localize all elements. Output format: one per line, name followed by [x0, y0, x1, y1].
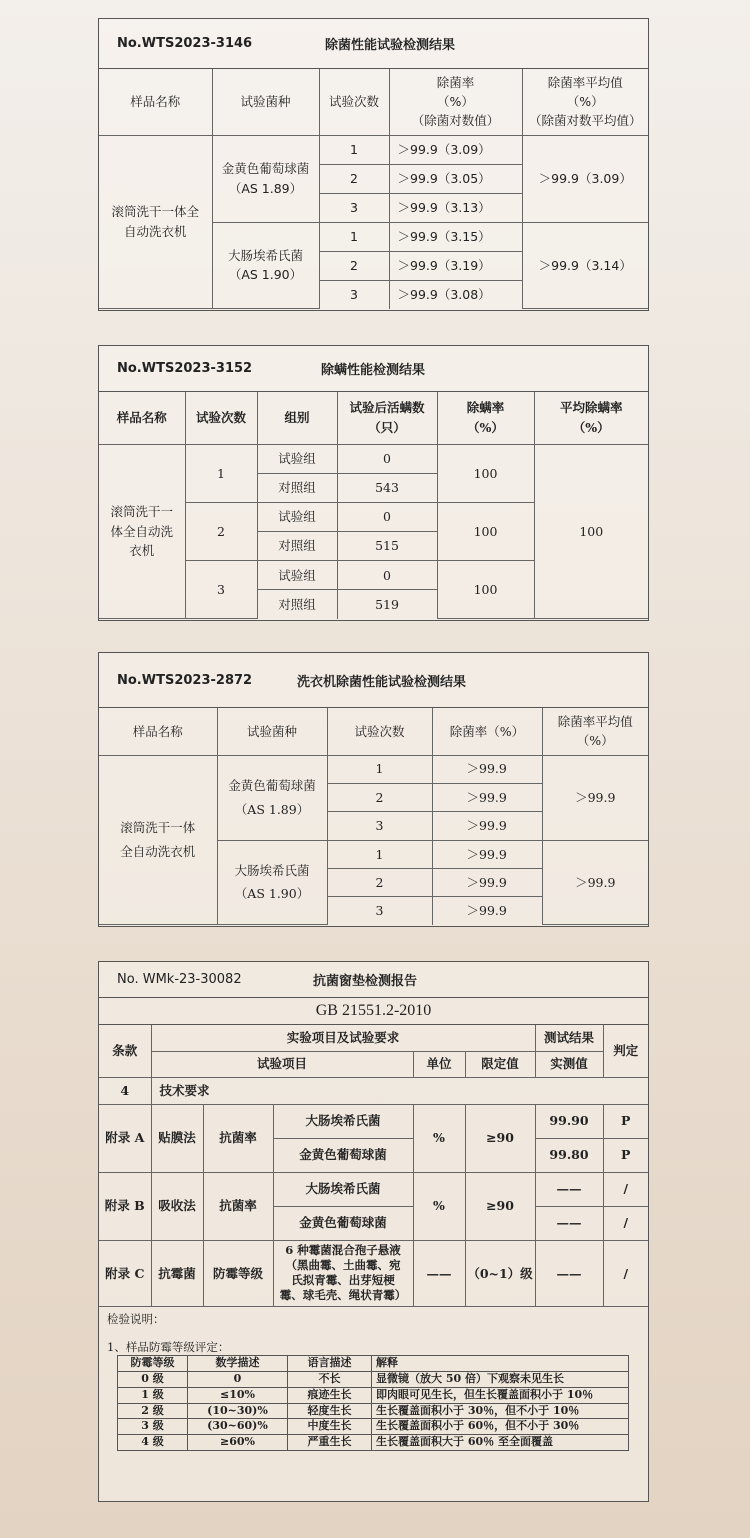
judge: /	[603, 1172, 648, 1206]
col-header-rate: 除菌率 （%） （除菌对数值）	[389, 69, 522, 135]
results-table	[99, 708, 648, 925]
trial-number: 1	[319, 222, 389, 251]
group-label: 对照组	[257, 473, 337, 502]
notes-section	[99, 1306, 648, 1451]
measured: 99.80	[535, 1138, 603, 1172]
rate-value: ＞99.9（3.05）	[389, 164, 522, 193]
test-table	[99, 1025, 648, 1306]
col-header-times: 试验次数	[327, 708, 432, 755]
unit: ——	[413, 1240, 465, 1306]
strain-cell: 大肠埃希氏菌 （AS 1.90）	[212, 222, 319, 308]
alive-count: 543	[337, 473, 437, 502]
item: 抗菌率	[203, 1172, 273, 1240]
col-header-unit: 单位	[413, 1051, 465, 1077]
sample-name: 滚筒洗干一 体全自动洗 衣机	[99, 444, 185, 619]
strain: 金黄色葡萄球菌	[273, 1206, 413, 1240]
trial-number: 3	[319, 280, 389, 308]
item: 抗菌率	[203, 1104, 273, 1172]
appendix-name: 附录 C	[99, 1240, 151, 1306]
mite-rate: 100	[437, 444, 534, 502]
mite-rate: 100	[437, 561, 534, 619]
trial-number: 2	[327, 783, 432, 811]
report-title: 抗菌窗垫检测报告	[313, 974, 418, 989]
rate-value: ＞99.9	[432, 783, 542, 811]
col-header-limit: 限定值	[465, 1051, 535, 1077]
col-header-items: 实验项目及试验要求	[151, 1025, 535, 1051]
grade-col-header: 解释	[372, 1356, 629, 1372]
report-header	[99, 19, 648, 69]
rate-value: ＞99.9	[432, 755, 542, 783]
col-header-times: 试验次数	[319, 69, 389, 135]
measured: ——	[535, 1206, 603, 1240]
alive-count: 0	[337, 502, 437, 531]
rate-value: ＞99.9（3.08）	[389, 280, 522, 308]
notes-title: 检验说明：	[107, 1312, 165, 1326]
limit: ≥90	[465, 1172, 535, 1240]
group-label: 对照组	[257, 590, 337, 619]
col-header-item: 试验项目	[151, 1051, 413, 1077]
measured: 99.90	[535, 1104, 603, 1138]
avg-value: ＞99.9（3.09）	[522, 135, 648, 222]
trial-number: 3	[319, 193, 389, 222]
mold-grade-table	[117, 1355, 629, 1451]
col-header-sample: 样品名称	[99, 69, 212, 135]
sample-name: 滚筒洗干一体 全自动洗衣机	[99, 755, 217, 925]
col-header-clause: 条款	[99, 1025, 151, 1077]
col-header-result: 测试结果	[535, 1025, 603, 1051]
judge: P	[603, 1104, 648, 1138]
trial-number: 3	[185, 561, 257, 619]
col-header-rate: 除菌率（%）	[432, 708, 542, 755]
group-label: 试验组	[257, 502, 337, 531]
grade-row: 0 级 0 不长 显微镜（放大 50 倍）下观察未见生长	[118, 1371, 629, 1387]
report-header	[99, 346, 648, 392]
col-header-judge: 判定	[603, 1025, 648, 1077]
alive-count: 519	[337, 590, 437, 619]
grade-row: 3 级 (30~60)% 中度生长 生长覆盖面积小于 60％，但不小于 30％	[118, 1419, 629, 1435]
avg-rate: 100	[534, 444, 648, 619]
trial-number: 3	[327, 897, 432, 925]
grade-col-header: 语言描述	[288, 1356, 372, 1372]
report-header	[99, 962, 648, 998]
trial-number: 1	[185, 444, 257, 502]
report-title: 洗衣机除菌性能试验检测结果	[297, 674, 467, 690]
col-header-times: 试验次数	[185, 392, 257, 444]
trial-number: 2	[185, 502, 257, 560]
report-title: 除菌性能试验检测结果	[325, 38, 456, 53]
rate-value: ＞99.9（3.15）	[389, 222, 522, 251]
trial-number: 2	[319, 251, 389, 280]
unit: %	[413, 1172, 465, 1240]
report-title: 除螨性能检测结果	[321, 363, 426, 378]
trial-number: 2	[327, 868, 432, 896]
avg-value: ＞99.9	[542, 755, 648, 840]
unit: %	[413, 1104, 465, 1172]
grade-row: 2 级 (10~30)% 轻度生长 生长覆盖面积小于 30％，但不小于 10％	[118, 1403, 629, 1419]
group-label: 对照组	[257, 532, 337, 561]
method: 贴膜法	[151, 1104, 203, 1172]
group-label: 试验组	[257, 444, 337, 473]
limit: ≥90	[465, 1104, 535, 1172]
method: 抗霉菌	[151, 1240, 203, 1306]
grade-col-header: 防霉等级	[118, 1356, 188, 1372]
report-number: No.WTS2023-3152	[117, 361, 253, 376]
grade-col-header: 数学描述	[188, 1356, 288, 1372]
grade-row: 4 级 ≥60% 严重生长 生长覆盖面积大于 60％ 至全面覆盖	[118, 1435, 629, 1451]
col-header-rate: 除螨率 （%）	[437, 392, 534, 444]
sample-name: 滚筒洗干一体全 自动洗衣机	[99, 135, 212, 309]
col-header-sample: 样品名称	[99, 708, 217, 755]
alive-count: 0	[337, 444, 437, 473]
col-header-avg: 除菌率平均值 （%）	[542, 708, 648, 755]
strain: 金黄色葡萄球菌	[273, 1138, 413, 1172]
trial-number: 1	[319, 135, 389, 164]
notes-item-1: 1、样品防霉等级评定：	[107, 1340, 230, 1354]
trial-number: 3	[327, 812, 432, 840]
judge: /	[603, 1206, 648, 1240]
item: 防霉等级	[203, 1240, 273, 1306]
report-sterilization-3146	[98, 18, 649, 311]
method: 吸收法	[151, 1172, 203, 1240]
rate-value: ＞99.9	[432, 840, 542, 868]
report-sterilization-2872	[98, 652, 649, 927]
rate-value: ＞99.9	[432, 897, 542, 925]
col-header-sample: 样品名称	[99, 392, 185, 444]
avg-value: ＞99.9	[542, 840, 648, 924]
standard-code: GB 21551.2-2010	[99, 998, 648, 1025]
section-tech-requirements: 技术要求	[151, 1077, 648, 1104]
rate-value: ＞99.9	[432, 812, 542, 840]
trial-number: 1	[327, 840, 432, 868]
report-number: No.WTS2023-3146	[117, 36, 253, 51]
rate-value: ＞99.9（3.13）	[389, 193, 522, 222]
strain-cell: 金黄色葡萄球菌 （AS 1.89）	[212, 135, 319, 222]
clause-number: 4	[99, 1077, 151, 1104]
measured: ——	[535, 1172, 603, 1206]
col-header-avg: 平均除螨率 （%）	[534, 392, 648, 444]
alive-count: 0	[337, 561, 437, 590]
alive-count: 515	[337, 532, 437, 561]
report-number: No.WTS2023-2872	[117, 672, 253, 688]
appendix-name: 附录 B	[99, 1172, 151, 1240]
results-table	[99, 392, 648, 619]
measured: ——	[535, 1240, 603, 1306]
strain-cell: 大肠埃希氏菌 （AS 1.90）	[217, 840, 327, 924]
rate-value: ＞99.9	[432, 868, 542, 896]
col-header-avg: 除菌率平均值 （%） （除菌对数平均值）	[522, 69, 648, 135]
grade-row: 1 级 ≤10% 痕迹生长 即肉眼可见生长，但生长覆盖面积小于 10％	[118, 1387, 629, 1403]
col-header-alive: 试验后活螨数 （只）	[337, 392, 437, 444]
trial-number: 2	[319, 164, 389, 193]
judge: /	[603, 1240, 648, 1306]
strain: 大肠埃希氏菌	[273, 1172, 413, 1206]
group-label: 试验组	[257, 561, 337, 590]
trial-number: 1	[327, 755, 432, 783]
report-mite-3152	[98, 345, 649, 621]
results-table	[99, 69, 648, 309]
mold-description: 6 种霉菌混合孢子悬液 （黑曲霉、土曲霉、宛 氏拟青霉、出芽短梗 霉、球毛壳、绳状青霉）	[273, 1240, 413, 1306]
report-antibacterial-mat	[98, 961, 649, 1502]
strain: 大肠埃希氏菌	[273, 1104, 413, 1138]
col-header-measured: 实测值	[535, 1051, 603, 1077]
rate-value: ＞99.9（3.09）	[389, 135, 522, 164]
col-header-strain: 试验菌种	[217, 708, 327, 755]
col-header-group: 组别	[257, 392, 337, 444]
strain-cell: 金黄色葡萄球菌 （AS 1.89）	[217, 755, 327, 840]
col-header-strain: 试验菌种	[212, 69, 319, 135]
appendix-name: 附录 A	[99, 1104, 151, 1172]
avg-value: ＞99.9（3.14）	[522, 222, 648, 308]
rate-value: ＞99.9（3.19）	[389, 251, 522, 280]
report-number: No. WMk-23-30082	[117, 972, 242, 987]
limit: （0~1）级	[465, 1240, 535, 1306]
report-header	[99, 653, 648, 708]
judge: P	[603, 1138, 648, 1172]
mite-rate: 100	[437, 502, 534, 560]
